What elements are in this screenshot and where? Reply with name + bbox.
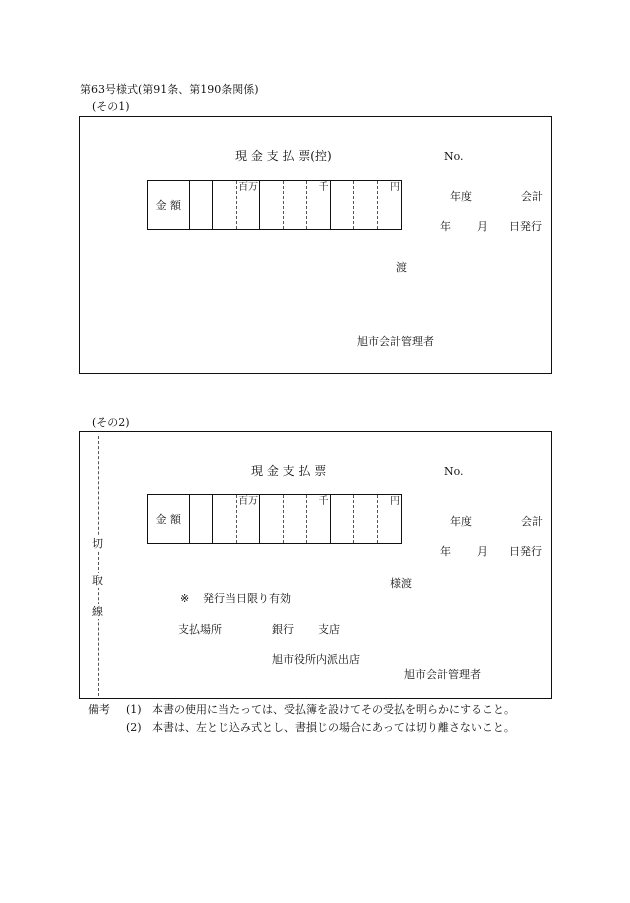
cut-label-2: 取: [92, 574, 103, 587]
amount-digit-cell[interactable]: [307, 495, 330, 543]
amount-digit-cell[interactable]: [331, 495, 354, 543]
valid-note: 発行当日限り有効: [203, 592, 291, 605]
part2-amount-label: 金 額: [148, 495, 190, 543]
cut-label-3: 線: [92, 605, 103, 618]
amount-digit-cell[interactable]: [378, 495, 401, 543]
unit-million: 百万: [238, 496, 259, 507]
part1-account: 会計: [521, 190, 543, 203]
unit-thousand: 千: [318, 182, 329, 193]
amount-digit-cell[interactable]: [190, 181, 213, 229]
part2-account: 会計: [521, 515, 543, 528]
part2-fiscal-year: 年度: [450, 515, 472, 528]
unit-yen: 円: [390, 182, 400, 193]
part1-year: 年: [440, 220, 451, 233]
form-number-title: 第63号様式(第91条、第190条関係): [80, 83, 259, 96]
part1-title: 現 金 支 払 票(控): [235, 149, 332, 163]
part2-manager: 旭市会計管理者: [404, 668, 481, 681]
remark-2-num: (2): [126, 721, 142, 734]
part2-month: 月: [477, 545, 488, 558]
note-mark: ※: [180, 592, 190, 605]
amount-digit-cell[interactable]: [284, 495, 307, 543]
part2-title: 現 金 支 払 票: [251, 464, 327, 478]
amount-digit-cell[interactable]: [237, 495, 260, 543]
bank-label: 銀行: [272, 623, 294, 636]
unit-thousand: 千: [318, 496, 329, 507]
part2-year: 年: [440, 545, 451, 558]
amount-digit-cell[interactable]: [331, 181, 354, 229]
amount-digit-cell[interactable]: [354, 181, 377, 229]
part2-recipient: 様渡: [390, 577, 412, 590]
part1-day-issued: 日発行: [509, 220, 542, 233]
part1-transfer: 渡: [396, 261, 407, 274]
amount-digit-cell[interactable]: [190, 495, 213, 543]
remark-1-num: (1): [126, 703, 142, 716]
remark-2-text: 本書は、左とじ込み式とし、書損じの場合にあっては切り離さないこと。: [152, 721, 515, 734]
branch-label: 支店: [318, 623, 340, 636]
part1-amount-grid: [147, 180, 402, 230]
remark-1-text: 本書の使用に当たっては、受払簿を設けてその受払を明らかにすること。: [152, 703, 515, 716]
cut-line: [98, 436, 99, 696]
part1-amount-label: 金 額: [148, 181, 190, 229]
unit-yen: 円: [390, 496, 400, 507]
part2-no-label: No.: [444, 465, 464, 478]
unit-million: 百万: [238, 182, 259, 193]
part1-no-label: No.: [444, 150, 464, 163]
part1-month: 月: [477, 220, 488, 233]
amount-digit-cell[interactable]: [237, 181, 260, 229]
part1-label: (その1): [92, 100, 130, 113]
amount-digit-cell[interactable]: [378, 181, 401, 229]
amount-digit-cell[interactable]: [260, 495, 283, 543]
part2-amount-grid: [147, 494, 402, 544]
pay-place-label: 支払場所: [178, 623, 222, 636]
amount-digit-cell[interactable]: [307, 181, 330, 229]
part1-fiscal-year: 年度: [450, 190, 472, 203]
amount-digit-cell[interactable]: [354, 495, 377, 543]
amount-digit-cell[interactable]: [213, 495, 236, 543]
part2-label: (その2): [92, 416, 130, 429]
amount-digit-cell[interactable]: [213, 181, 236, 229]
city-office-branch: 旭市役所内派出店: [272, 653, 360, 666]
cut-label-1: 切: [92, 537, 103, 550]
amount-digit-cell[interactable]: [284, 181, 307, 229]
part2-day-issued: 日発行: [509, 545, 542, 558]
remarks-label: 備考: [88, 703, 110, 716]
amount-digit-cell[interactable]: [260, 181, 283, 229]
part1-manager: 旭市会計管理者: [357, 335, 434, 348]
